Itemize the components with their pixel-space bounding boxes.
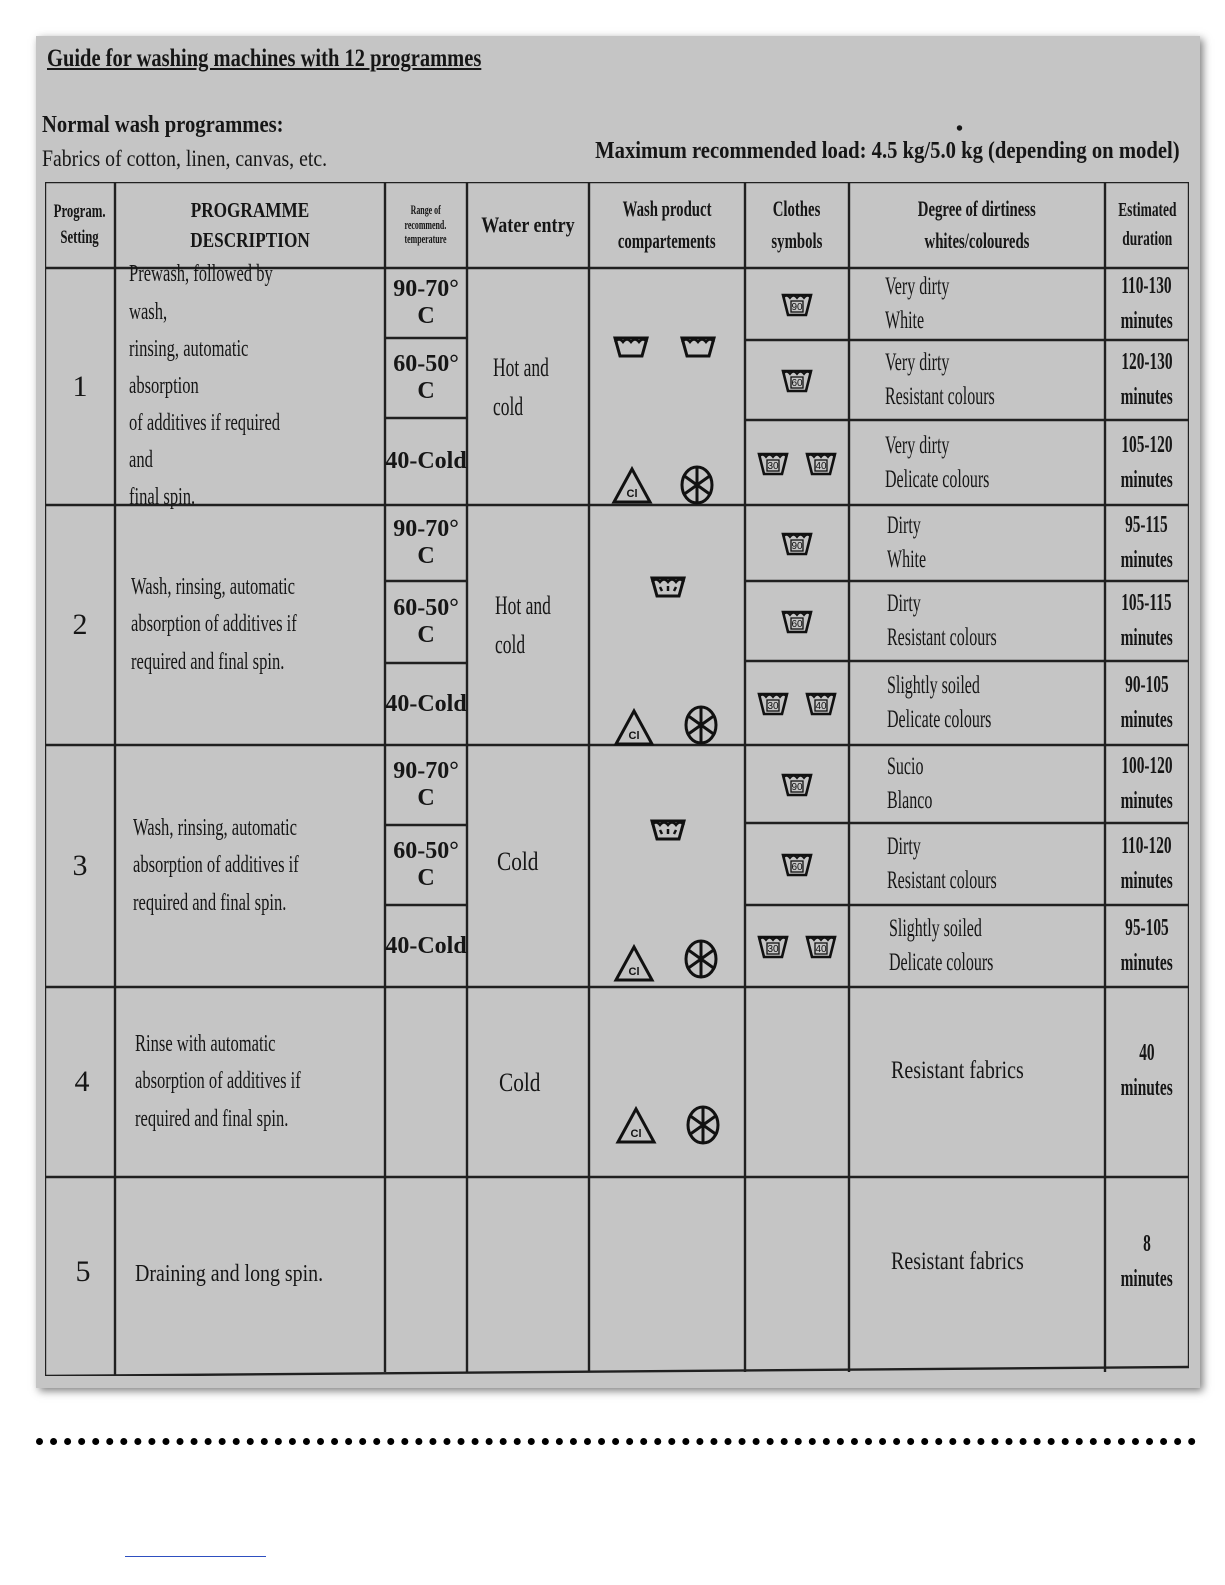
- svg-text:30: 30: [767, 944, 779, 955]
- dotted-separator: [36, 1438, 1196, 1445]
- duration: 105-120 minutes: [1120, 431, 1174, 493]
- program-description: Wash, rinsing, automatic absorption of additives if required and final spin.: [131, 574, 297, 675]
- header-program: Program. Setting: [54, 201, 106, 248]
- wash-tub-temperature-icon: [804, 688, 838, 723]
- temperature-range: 90-70° C: [393, 758, 459, 811]
- svg-text:40: 40: [815, 944, 827, 955]
- dirtiness: Very dirty Resistant colours: [885, 349, 995, 410]
- dirtiness: Very dirty Delicate colours: [885, 431, 990, 493]
- dirtiness: Resistant fabrics: [891, 1057, 1024, 1085]
- svg-text:60: 60: [791, 619, 803, 630]
- programme-table: [45, 182, 1189, 1376]
- duration: 105-115 minutes: [1120, 590, 1174, 651]
- max-load-text: Maximum recommended load: 4.5 kg/5.0 kg (depending on model): [595, 138, 1180, 164]
- svg-text:90: 90: [791, 541, 803, 552]
- svg-text:60: 60: [791, 862, 803, 873]
- duration: 40 minutes: [1120, 1040, 1174, 1101]
- temperature-range: 60-50° C: [393, 595, 459, 648]
- prewash-compartment-icon: [611, 332, 651, 362]
- wash-tub-temperature-icon: [780, 289, 814, 324]
- speck-mark: •: [956, 118, 964, 140]
- svg-text:90: 90: [791, 782, 803, 793]
- chlorine-bleach-triangle-icon: [615, 1106, 657, 1146]
- svg-text:Cl: Cl: [626, 488, 638, 500]
- dirtiness: Sucio Blanco: [887, 753, 933, 814]
- svg-text:30: 30: [767, 701, 779, 712]
- fabrics-text: Fabrics of cotton, linen, canvas, etc.: [42, 146, 328, 171]
- normal-wash-heading: Normal wash programmes:: [42, 112, 284, 138]
- water-entry: Hot and cold: [493, 352, 549, 421]
- wash-tub-temperature-icon: [804, 448, 838, 483]
- svg-text:Cl: Cl: [628, 966, 640, 978]
- header-dirtiness: Degree of dirtiness whites/coloureds: [917, 196, 1037, 253]
- document-title: Guide for washing machines with 12 programmes: [47, 45, 482, 72]
- temperature-range: 40-Cold: [385, 448, 467, 474]
- temperature-range: 40-Cold: [385, 690, 467, 717]
- water-entry: Hot and cold: [495, 591, 551, 659]
- svg-text:30: 30: [767, 460, 779, 472]
- svg-text:40: 40: [815, 701, 827, 712]
- dirtiness: Resistant fabrics: [891, 1248, 1024, 1276]
- wash-tub-temperature-icon: [780, 606, 814, 641]
- temperature-range: 90-70° C: [393, 516, 459, 569]
- dirtiness: Dirty Resistant colours: [887, 833, 997, 894]
- wash-tub-temperature-icon: [780, 769, 814, 804]
- duration: 95-105 minutes: [1120, 915, 1174, 976]
- duration: 100-120 minutes: [1120, 753, 1174, 814]
- svg-text:60: 60: [791, 378, 803, 389]
- duration: 90-105 minutes: [1120, 672, 1174, 733]
- flower-softener-icon: [683, 938, 719, 980]
- header-description: PROGRAMME DESCRIPTION: [190, 197, 310, 252]
- duration: 95-115 minutes: [1120, 512, 1174, 573]
- program-description: Prewash, followed by wash, rinsing, automatic absorption of additives if required and final spin.: [129, 261, 281, 511]
- wash-tub-temperature-icon: [756, 448, 790, 483]
- header-clothes-symbols: Clothes symbols: [771, 196, 823, 253]
- header-duration: Estimated duration: [1117, 199, 1177, 250]
- wash-tub-temperature-icon: [780, 528, 814, 563]
- wash-tub-temperature-icon: [780, 365, 814, 400]
- main-wash-compartment-icon: [648, 572, 688, 602]
- dirtiness: Slightly soiled Delicate colours: [887, 672, 992, 733]
- wash-tub-temperature-icon: [756, 931, 790, 966]
- scanned-document: [36, 36, 1200, 1388]
- main-wash-compartment-icon: [648, 815, 688, 845]
- duration: 110-130 minutes: [1120, 273, 1174, 334]
- program-number: 1: [72, 369, 88, 403]
- program-description: Draining and long spin.: [135, 1260, 324, 1287]
- dirtiness: Slightly soiled Delicate colours: [889, 915, 994, 976]
- temperature-range: 60-50° C: [393, 351, 459, 404]
- footnote-rule: [125, 1556, 266, 1557]
- dirtiness: Very dirty White: [885, 273, 950, 334]
- chlorine-bleach-triangle-icon: [613, 944, 655, 984]
- chlorine-bleach-triangle-icon: [613, 708, 655, 748]
- program-number: 3: [72, 849, 88, 882]
- water-entry: Cold: [497, 846, 539, 876]
- program-number: 5: [75, 1255, 91, 1288]
- svg-text:40: 40: [815, 460, 827, 472]
- duration: 120-130 minutes: [1120, 349, 1174, 410]
- chlorine-bleach-triangle-icon: [611, 466, 653, 506]
- temperature-range: 40-Cold: [385, 932, 467, 959]
- header-water-entry: Water entry: [481, 212, 575, 238]
- svg-text:Cl: Cl: [628, 730, 640, 742]
- program-number: 2: [72, 608, 88, 641]
- program-description: Rinse with automatic absorption of additives if required and final spin.: [135, 1031, 301, 1132]
- duration: 8 minutes: [1120, 1231, 1174, 1292]
- header-temperature: Range of recommend. temperature: [404, 201, 448, 247]
- header-wash-product: Wash product compartements: [618, 196, 716, 253]
- svg-text:90: 90: [791, 302, 803, 313]
- program-description: Wash, rinsing, automatic absorption of additives if required and final spin.: [133, 815, 299, 916]
- flower-softener-icon: [685, 1104, 721, 1146]
- wash-tub-temperature-icon: [780, 849, 814, 884]
- temperature-range: 60-50° C: [393, 838, 459, 891]
- wash-tub-temperature-icon: [804, 931, 838, 966]
- main-wash-compartment-icon: [678, 332, 718, 362]
- program-number: 4: [74, 1065, 90, 1098]
- water-entry: Cold: [499, 1067, 541, 1097]
- dirtiness: Dirty White: [887, 512, 927, 573]
- flower-softener-icon: [679, 464, 715, 506]
- temperature-range: 90-70° C: [393, 276, 459, 329]
- svg-text:Cl: Cl: [630, 1128, 642, 1140]
- wash-tub-temperature-icon: [756, 688, 790, 723]
- dirtiness: Dirty Resistant colours: [887, 590, 997, 651]
- flower-softener-icon: [683, 704, 719, 746]
- duration: 110-120 minutes: [1120, 833, 1174, 894]
